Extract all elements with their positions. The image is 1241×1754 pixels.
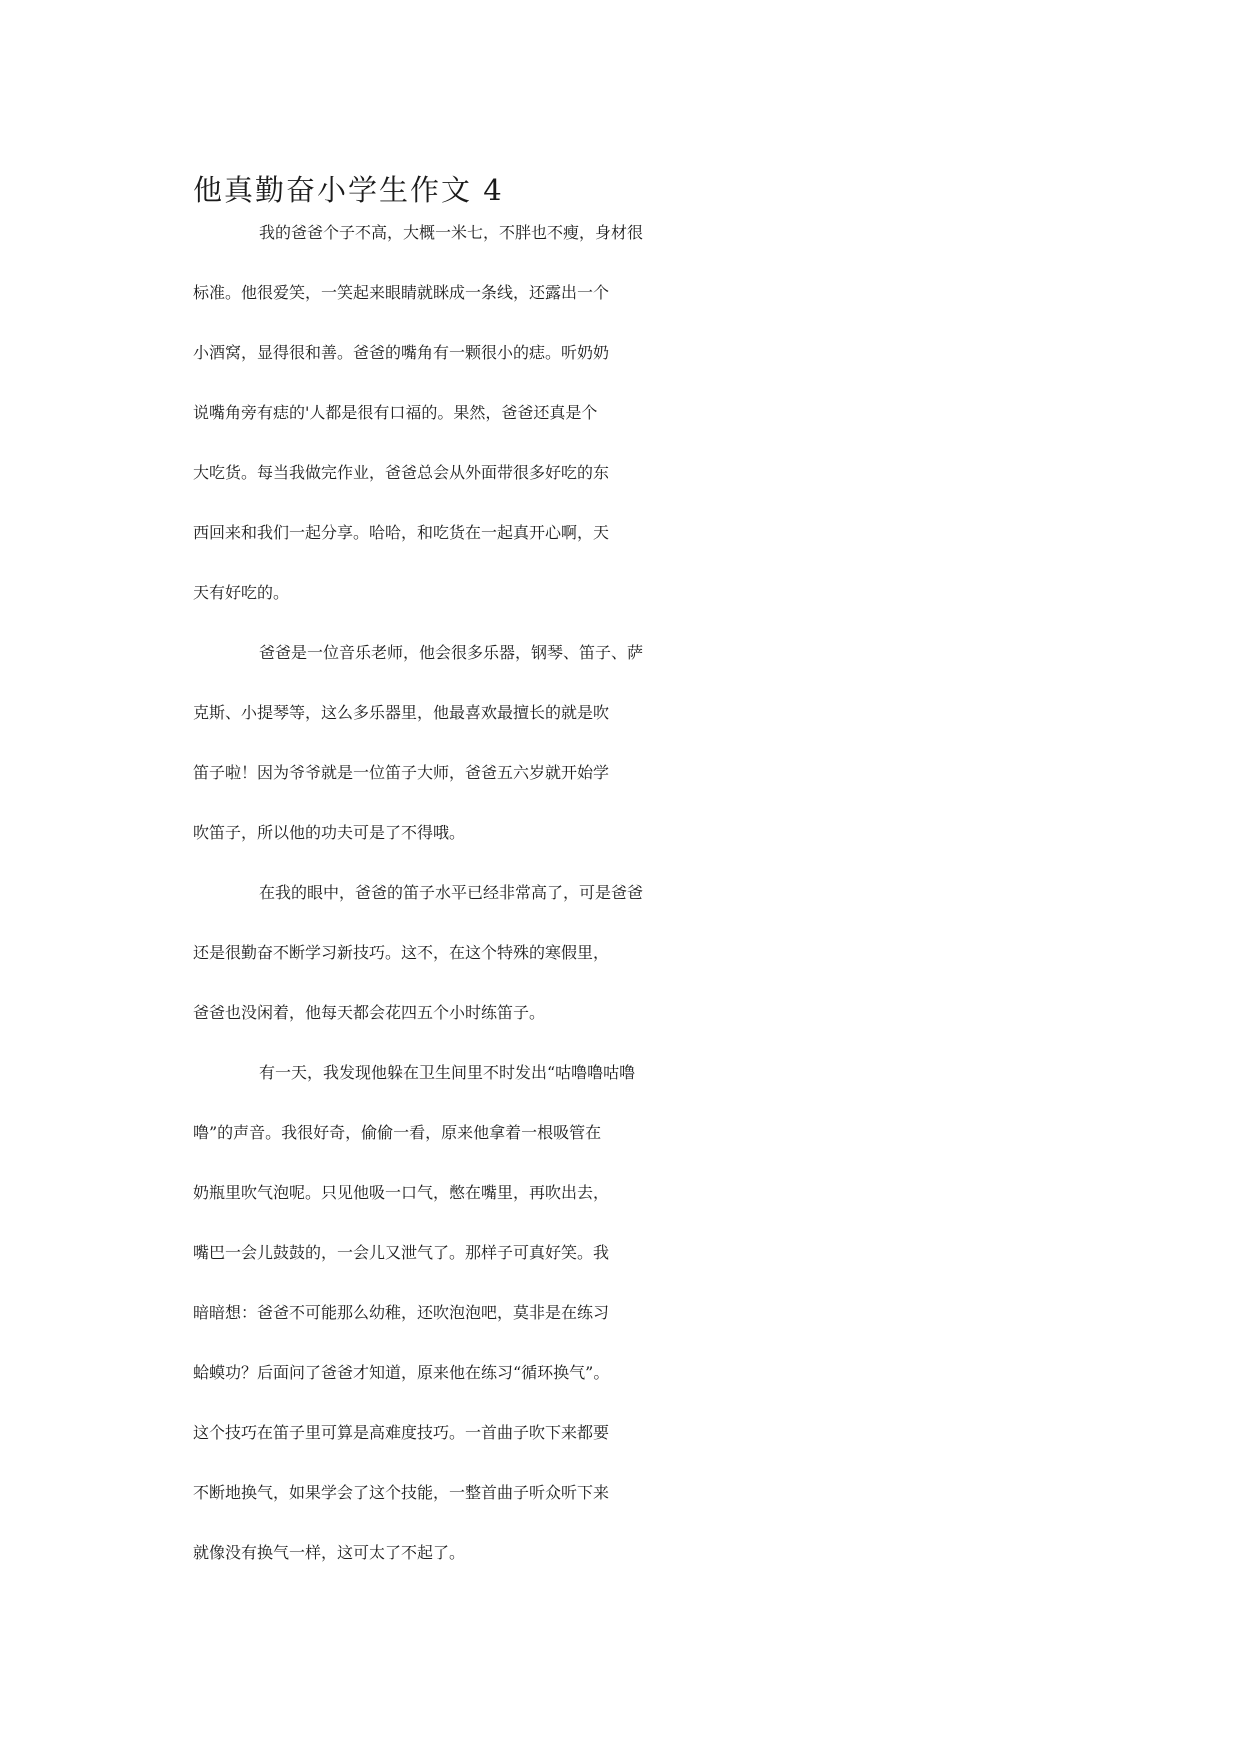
paragraph-line: 爸爸是一位音乐老师，他会很多乐器，钢琴、笛子、萨	[259, 643, 644, 662]
paragraph-line: 西回来和我们一起分享。哈哈，和吃货在一起真开心啊，天	[193, 523, 610, 542]
paragraph-line: 笛子啦！因为爷爷就是一位笛子大师，爸爸五六岁就开始学	[193, 763, 610, 782]
paragraph-2	[193, 640, 1053, 880]
paragraph-line: 说嘴角旁有痣的'人都是很有口福的。果然，爸爸还真是个	[193, 403, 598, 422]
paragraph-1	[193, 220, 1053, 640]
paragraph-line: 还是很勤奋不断学习新技巧。这不，在这个特殊的寒假里，	[193, 943, 610, 962]
document-title: 他真勤奋小学生作文 4	[193, 173, 504, 207]
paragraph-4	[193, 1060, 1053, 1600]
paragraph-line: 不断地换气，如果学会了这个技能，一整首曲子听众听下来	[193, 1483, 610, 1502]
paragraph-line: 有一天，我发现他躲在卫生间里不时发出“咕噜噜咕噜	[259, 1063, 636, 1082]
paragraph-line: 在我的眼中，爸爸的笛子水平已经非常高了，可是爸爸	[259, 883, 644, 902]
paragraph-line: 嘴巴一会儿鼓鼓的，一会儿又泄气了。那样子可真好笑。我	[193, 1243, 610, 1262]
paragraph-line: 蛤蟆功？后面问了爸爸才知道，原来他在练习“循环换气”。	[193, 1363, 610, 1382]
paragraph-line: 标准。他很爱笑，一笑起来眼睛就眯成一条线，还露出一个	[193, 283, 610, 302]
paragraph-line: 这个技巧在笛子里可算是高难度技巧。一首曲子吹下来都要	[193, 1423, 610, 1442]
paragraph-line: 吹笛子，所以他的功夫可是了不得哦。	[193, 823, 466, 842]
paragraph-line: 大吃货。每当我做完作业，爸爸总会从外面带很多好吃的东	[193, 463, 610, 482]
paragraph-line: 暗暗想：爸爸不可能那么幼稚，还吹泡泡吧，莫非是在练习	[193, 1303, 610, 1322]
paragraph-line: 天有好吃的。	[193, 583, 290, 602]
paragraph-line: 噜”的声音。我很好奇，偷偷一看，原来他拿着一根吸管在	[193, 1123, 602, 1142]
paragraph-line: 奶瓶里吹气泡呢。只见他吸一口气，憋在嘴里，再吹出去，	[193, 1183, 610, 1202]
paragraph-line: 就像没有换气一样，这可太了不起了。	[193, 1543, 466, 1562]
paragraph-line: 爸爸也没闲着，他每天都会花四五个小时练笛子。	[193, 1003, 546, 1022]
paragraph-line: 小酒窝，显得很和善。爸爸的嘴角有一颗很小的痣。听奶奶	[193, 343, 610, 362]
paragraph-line: 我的爸爸个子不高，大概一米七，不胖也不瘦，身材很	[259, 223, 644, 242]
paragraph-line: 克斯、小提琴等，这么多乐器里，他最喜欢最擅长的就是吹	[193, 703, 610, 722]
paragraph-3	[193, 880, 1053, 1060]
document-body	[193, 160, 1053, 1600]
